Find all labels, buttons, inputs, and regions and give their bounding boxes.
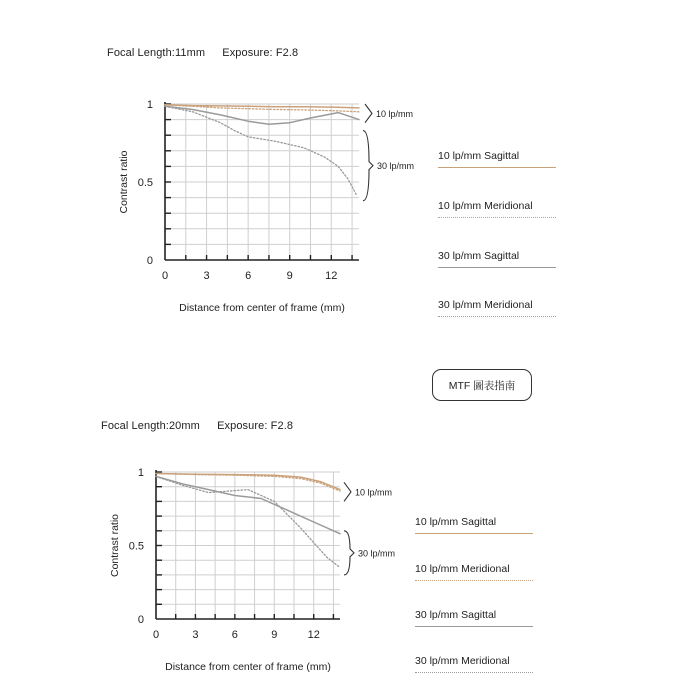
chart2-header xyxy=(101,420,307,432)
legend-label: 10 lp/mm Sagittal xyxy=(438,150,520,162)
bracket-label-10lp: 10 lp/mm xyxy=(376,108,414,119)
legend-30lp-sagittal xyxy=(415,609,533,627)
legend-swatch xyxy=(438,316,556,317)
legend-10lp-meridional xyxy=(438,200,556,218)
x-tick-label: 6 xyxy=(231,629,238,641)
legend-label: 30 lp/mm Sagittal xyxy=(438,250,520,262)
legend-30lp-meridional xyxy=(438,299,556,317)
legend-swatch xyxy=(438,167,556,168)
chart1-header xyxy=(107,47,312,59)
legend-swatch xyxy=(438,217,556,218)
legend-30lp-sagittal xyxy=(438,250,556,268)
bracket-label-30lp: 30 lp/mm xyxy=(377,161,415,172)
mtf-chart-11mm xyxy=(95,90,435,320)
legend-10lp-meridional xyxy=(415,563,533,581)
y-tick-label: 0.5 xyxy=(128,540,144,553)
bracket-label-30lp: 30 lp/mm xyxy=(358,548,396,559)
legend-swatch xyxy=(415,626,533,627)
bracket-30lp xyxy=(344,531,354,575)
legend-label: 10 lp/mm Sagittal xyxy=(415,516,497,528)
y-tick-label: 1 xyxy=(146,99,153,111)
x-tick-label: 0 xyxy=(161,270,169,282)
x-tick-label: 3 xyxy=(203,270,210,282)
x-tick-label: 9 xyxy=(286,270,293,282)
y-tick-label: 1 xyxy=(137,467,144,479)
x-tick-label: 12 xyxy=(325,270,338,282)
series-line-10-lp-mm-meridional xyxy=(156,474,340,492)
legend-label: 10 lp/mm Meridional xyxy=(415,563,510,575)
x-tick-label: 3 xyxy=(192,629,199,641)
y-axis-label: Contrast ratio xyxy=(118,150,130,214)
bracket-label-10lp: 10 lp/mm xyxy=(355,487,393,498)
legend-swatch xyxy=(415,533,533,534)
x-tick-label: 12 xyxy=(307,629,320,641)
y-tick-label: 0 xyxy=(146,255,153,267)
mtf-guide-button[interactable]: MTF 圖表指南 xyxy=(432,369,532,401)
mtf-chart-20mm xyxy=(88,458,428,680)
chart1-focal-length: Focal Length:11mm xyxy=(107,47,206,59)
legend-label: 30 lp/mm Meridional xyxy=(415,655,510,667)
legend-10lp-sagittal xyxy=(438,150,556,168)
chart2-exposure: Exposure: F2.8 xyxy=(217,420,294,432)
series-line-30-lp-mm-sagittal xyxy=(165,106,359,124)
legend-30lp-meridional xyxy=(415,655,533,673)
legend-label: 30 lp/mm Sagittal xyxy=(415,609,497,621)
x-axis-label: Distance from center of frame (mm) xyxy=(165,661,331,673)
legend-label: 10 lp/mm Meridional xyxy=(438,200,533,212)
y-tick-label: 0 xyxy=(137,614,144,626)
bracket-10lp xyxy=(365,104,372,123)
x-axis-label: Distance from center of frame (mm) xyxy=(179,302,345,314)
chart2-focal-length: Focal Length:20mm xyxy=(101,420,200,432)
legend-swatch xyxy=(415,580,533,581)
legend-label: 30 lp/mm Meridional xyxy=(438,299,533,311)
legend-swatch xyxy=(438,267,556,268)
chart1-exposure: Exposure: F2.8 xyxy=(222,47,299,59)
x-tick-label: 9 xyxy=(271,629,278,641)
chart1-legend xyxy=(438,150,558,320)
bracket-10lp xyxy=(344,482,351,501)
y-tick-label: 0.5 xyxy=(137,177,153,189)
legend-10lp-sagittal xyxy=(415,516,533,534)
y-axis-label: Contrast ratio xyxy=(109,513,121,578)
x-tick-label: 0 xyxy=(152,629,160,641)
x-tick-label: 6 xyxy=(245,270,252,282)
bracket-30lp xyxy=(363,131,373,201)
chart2-legend xyxy=(415,516,535,676)
legend-swatch xyxy=(415,672,533,673)
